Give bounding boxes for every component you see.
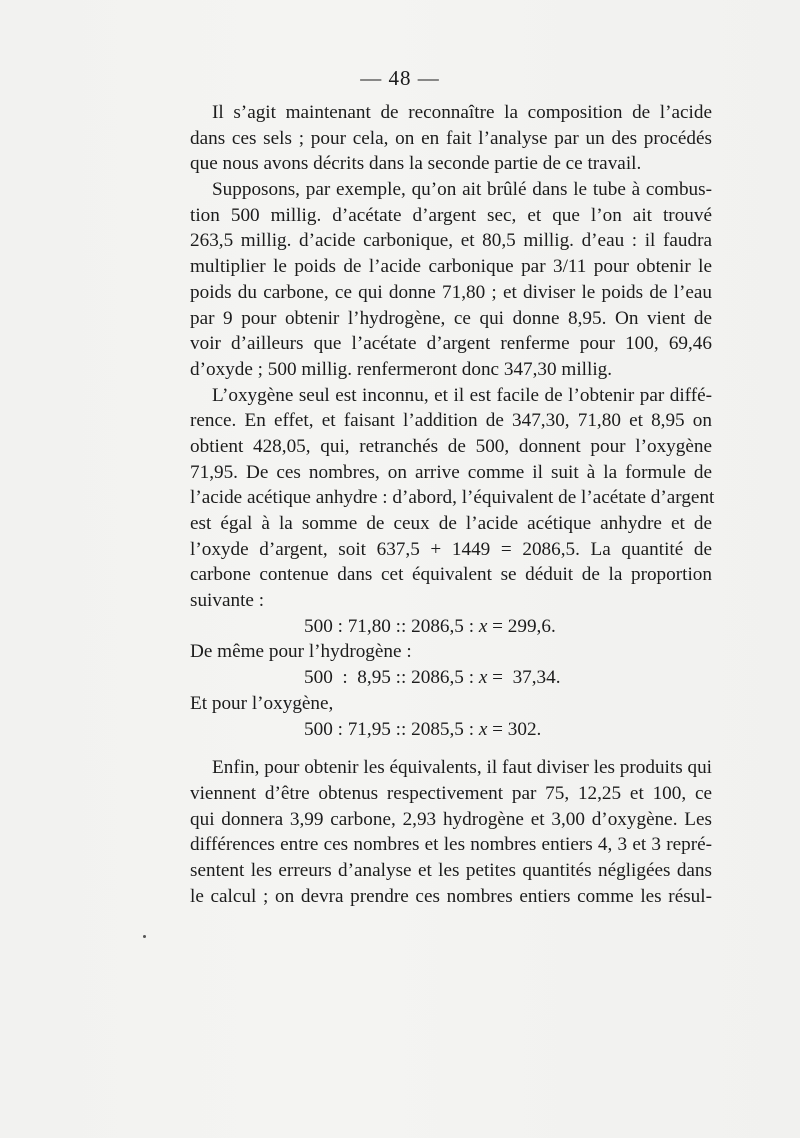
text-line: rence. En effet, et faisant l’addition de 347,30, 71,80 et 8,95 on (190, 410, 712, 432)
text-line: L’oxygène seul est inconnu, et il est facile de l’obtenir par diffé- (212, 384, 712, 406)
text-line: poids du carbone, ce qui donne 71,80 ; et diviser le poids de l’eau (190, 281, 712, 303)
text-line: voir d’ailleurs que l’acétate d’argent renferme pour 100, 69,46 (190, 333, 712, 355)
text-line: viennent d’être obtenus respectivement par 75, 12,25 et 100, ce (190, 782, 712, 804)
text-line: le calcul ; on devra prendre ces nombres entiers comme les résul- (190, 885, 712, 907)
text-line: l’oxyde d’argent, soit 637,5 + 1449 = 2086,5. La quantité de (190, 538, 712, 560)
proportion-formula-carbon: 500 : 71,80 :: 2086,5 : x = 299,6. (304, 615, 556, 637)
text-line: De même pour l’hydrogène : (190, 641, 412, 663)
text-line: est égal à la somme de ceux de l’acide acétique anhydre et de (190, 513, 712, 534)
page-number: — 48 — (360, 66, 440, 90)
text-line: multiplier le poids de l’acide carbonique par 3/11 pour obtenir le (190, 256, 712, 278)
text-line: tion 500 millig. d’acétate d’argent sec, et que l’on ait trouvé (190, 204, 712, 226)
text-line: carbone contenue dans cet équivalent se déduit de la proportion (190, 564, 712, 586)
paragraph-gap (190, 742, 712, 755)
proportion-formula-oxygen: 500 : 71,95 :: 2085,5 : x = 302. (304, 718, 542, 740)
text-line: Enfin, pour obtenir les équivalents, il faut diviser les produits qui (212, 757, 712, 779)
body-text (190, 100, 715, 909)
text-line: d’oxyde ; 500 millig. renfermeront donc 347,30 millig. (190, 358, 613, 380)
text-line: l’acide acétique anhydre : d’abord, l’équivalent de l’acétate d’argent (190, 487, 715, 509)
text-line: qui donnera 3,99 carbone, 2,93 hydrogène et 3,00 d’oxygène. Les (190, 808, 712, 830)
text-line: obtient 428,05, qui, retranchés de 500, donnent pour l’oxygène (190, 435, 712, 457)
proportion-formula-hydrogen: 500 : 8,95 :: 2086,5 : x = 37,34. (304, 667, 561, 689)
text-line: différences entre ces nombres et les nombres entiers 4, 3 et 3 repré- (190, 834, 712, 856)
text-line: 263,5 millig. d’acide carbonique, et 80,5 millig. d’eau : il faudra (190, 230, 712, 252)
text-line: Il s’agit maintenant de reconnaître la composition de l’acide (212, 102, 712, 123)
ink-speck (143, 935, 146, 938)
text-line: Supposons, par exemple, qu’on ait brûlé dans le tube à combus- (212, 179, 712, 201)
text-line: dans ces sels ; pour cela, on en fait l’analyse par un des procédés (190, 127, 712, 149)
text-line: 71,95. De ces nombres, on arrive comme il suit à la formule de (190, 461, 712, 483)
text-line: suivante : (190, 590, 265, 612)
text-line: que nous avons décrits dans la seconde partie de ce travail. (190, 153, 642, 175)
text-line: Et pour l’oxygène, (190, 692, 334, 714)
text-line: par 9 pour obtenir l’hydrogène, ce qui donne 8,95. On vient de (190, 307, 712, 329)
text-line: sentent les erreurs d’analyse et les petites quantités négligées dans (190, 859, 712, 881)
